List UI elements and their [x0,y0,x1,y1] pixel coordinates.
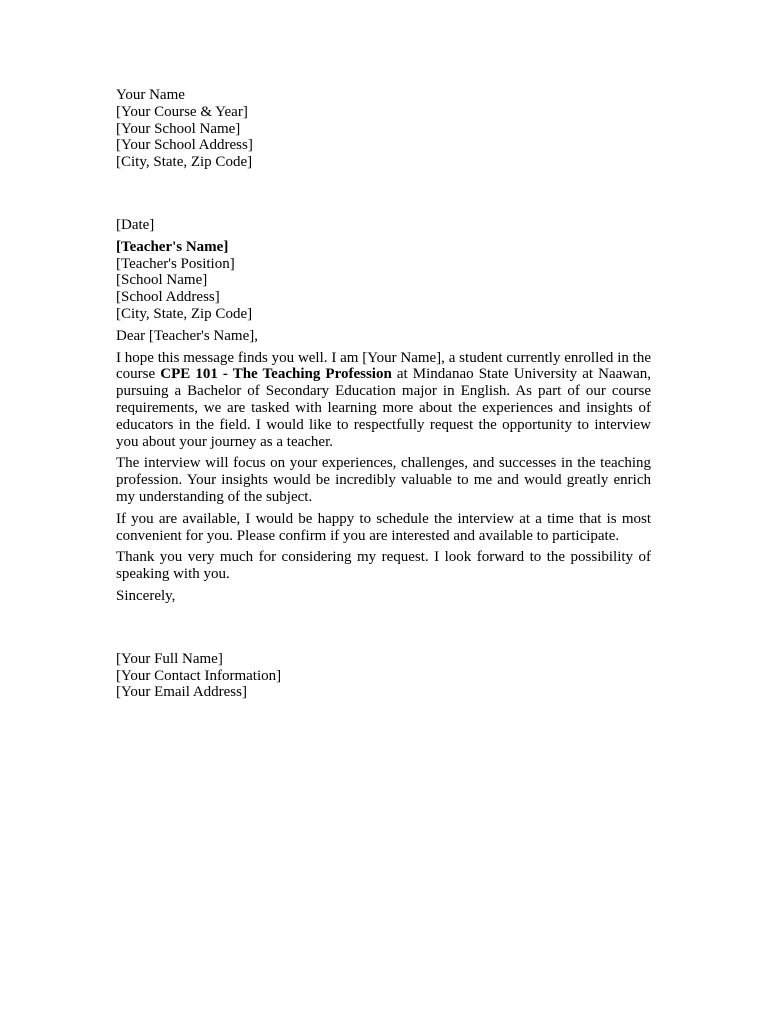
course-title: CPE 101 - The Teaching Profession [160,366,392,383]
recipient-city-state-zip: [City, State, Zip Code] [116,305,253,322]
recipient-school-name: [School Name] [116,272,208,289]
body-paragraph-3: If you are available, I would be happy to schedule the interview at a time that is most convenient for you. Please confirm if you are interested and available to participate. [116,510,651,544]
sender-address-block [116,87,651,171]
recipient-school-address: [School Address] [116,289,220,306]
signature-email: [Your Email Address] [116,684,247,701]
sender-course-year: [Your Course & Year] [116,103,248,120]
letter-page [116,87,651,701]
signature-contact: [Your Contact Information] [116,667,282,684]
body-paragraph-4: Thank you very much for considering my request. I look forward to the possibility of speaking with you. [116,549,651,583]
sender-school-address: [Your School Address] [116,137,253,154]
sender-school-name: [Your School Name] [116,120,241,137]
sender-city-state-zip: [City, State, Zip Code] [116,154,253,171]
body-paragraph-1-start: I hope this message finds you well. I am [Your Name], a student currently enrolled in the course [116,349,651,383]
recipient-address-block [116,239,651,323]
body-paragraph-1 [116,350,651,451]
sender-name: Your Name [116,87,185,103]
recipient-teacher-position: [Teacher's Position] [116,255,235,272]
signature-full-name: [Your Full Name] [116,650,223,667]
recipient-teacher-name: [Teacher's Name] [116,238,229,255]
body-paragraph-2: The interview will focus on your experiences, challenges, and successes in the teaching profession. Your insights would be incredibly valuable to me and would greatly enrich my understanding of the subject. [116,455,651,505]
body-paragraph-1-end: at Mindanao State University at Naawan, pursuing a Bachelor of Secondary Education major in English. As part of our course requirements, we are tasked with learning more about the experiences and insights of educators in the field. I would like to respectfully request the opportunity to interview you about your journey as a teacher. [116,366,651,450]
salutation: Dear [Teacher's Name], [116,327,258,344]
signature-block [116,651,651,701]
closing: Sincerely, [116,587,176,604]
letter-date: [Date] [116,216,155,233]
